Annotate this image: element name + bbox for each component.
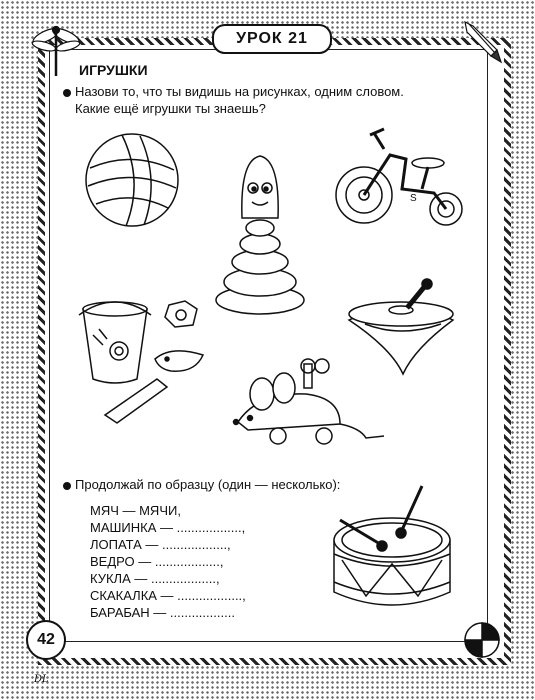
exercise-line: МАШИНКА — .................., bbox=[90, 520, 246, 535]
lesson-label: УРОК 21 bbox=[212, 24, 332, 54]
bullet-icon bbox=[63, 482, 71, 490]
task2-instruction bbox=[63, 476, 340, 493]
exercise-line: ВЕДРО — .................., bbox=[90, 554, 224, 569]
svg-text:S: S bbox=[410, 193, 417, 204]
pencil-icon bbox=[463, 20, 503, 64]
bullet-icon bbox=[63, 89, 71, 97]
small-ball-icon bbox=[462, 620, 502, 660]
sandbox-toys-illustration bbox=[75, 295, 215, 425]
signature: DL bbox=[34, 674, 49, 685]
drum-illustration bbox=[322, 478, 462, 620]
task1-line2: Какие ещё игрушки ты знаешь? bbox=[75, 101, 266, 116]
dragonfly-icon bbox=[30, 20, 80, 80]
exercise-line: СКАКАЛКА — .................., bbox=[90, 588, 246, 603]
task1-line1: Назови то, что ты видишь на рисунках, одним словом. bbox=[75, 84, 404, 99]
section-title: ИГРУШКИ bbox=[79, 62, 148, 78]
page-number: 42 bbox=[26, 620, 66, 660]
task2-instruction-text: Продолжай по образцу (один — несколько): bbox=[75, 477, 341, 492]
exercise-line: БАРАБАН — .................. bbox=[90, 605, 235, 620]
exercise-line: ЛОПАТА — .................., bbox=[90, 537, 231, 552]
task1-text bbox=[63, 83, 404, 117]
tricycle-illustration bbox=[330, 125, 470, 235]
windup-mouse-illustration bbox=[228, 358, 388, 453]
exercise-line: МЯЧ — МЯЧИ, bbox=[90, 503, 181, 518]
pyramid-toy-illustration bbox=[210, 150, 310, 320]
ball-illustration bbox=[82, 130, 182, 230]
exercise-line: КУКЛА — .................., bbox=[90, 571, 220, 586]
